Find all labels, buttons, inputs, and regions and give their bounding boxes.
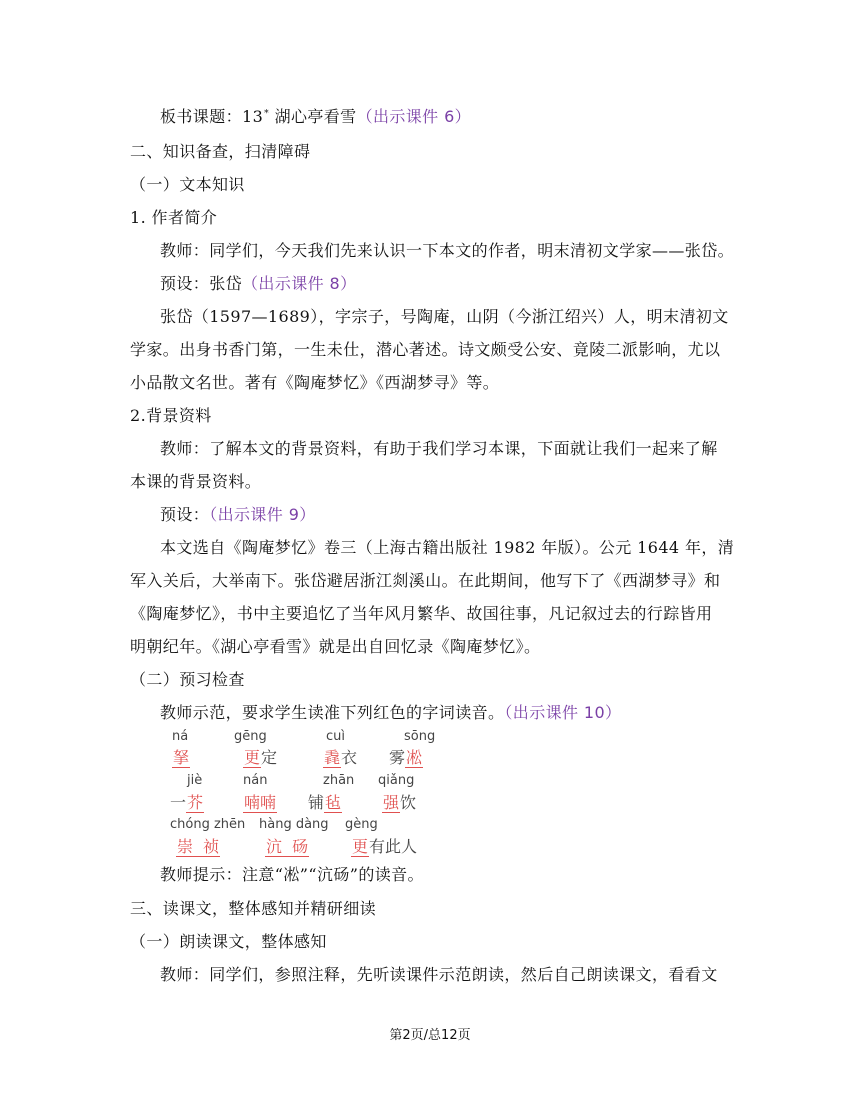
teacher-demo-text: 教师示范，要求学生读准下列红色的字词读音。	[160, 703, 505, 722]
preset-line-background	[160, 504, 316, 526]
vocab-word: 铺毡	[308, 793, 342, 812]
subsection-heading-read: （一）朗读课文，整体感知	[130, 932, 327, 951]
asterisk-mark: *	[264, 109, 270, 119]
courseware-ref-8: （出示课件 8）	[242, 274, 357, 293]
courseware-ref-9: （出示课件 9）	[209, 505, 316, 524]
subsection-heading-1: （一）文本知识	[130, 175, 245, 194]
item-heading-author: 1. 作者简介	[130, 208, 218, 227]
section-heading-3: 三、读课文，整体感知并精研细读	[130, 899, 377, 918]
pinyin: chóng zhēn	[170, 817, 246, 832]
pinyin: nán	[243, 773, 268, 788]
vocab-word: 沆 砀	[266, 837, 309, 856]
pinyin: hàng dàng	[259, 817, 329, 832]
teacher-line-reading: 教师：同学们，参照注释，先听读课件示范朗读，然后自己朗读课文，看看文	[160, 965, 718, 984]
board-title-line	[160, 106, 471, 128]
pinyin: ná	[172, 729, 189, 744]
pinyin: qiǎng	[378, 773, 415, 788]
author-bio-line-2: 学家。出身书香门第，一生未仕，潜心著述。诗文颇受公安、竟陵二派影响，尤以	[130, 340, 721, 359]
teacher-line-background-1: 教师：了解本文的背景资料，有助于我们学习本课，下面就让我们一起来了解	[160, 439, 718, 458]
preset-line-author	[160, 273, 356, 295]
pinyin: gēng	[234, 729, 267, 744]
lesson-title: 湖心亭看雪	[269, 107, 357, 126]
subsection-heading-2: （二）预习检查	[130, 670, 245, 689]
pinyin: zhān	[323, 773, 355, 788]
teacher-line-background-2: 本课的背景资料。	[130, 472, 262, 491]
vocab-word: 强饮	[383, 793, 417, 812]
board-title-text: 板书课题：13	[160, 107, 264, 126]
vocab-word: 雾凇	[389, 748, 423, 767]
vocab-word: 拏	[173, 748, 190, 767]
vocab-word: 喃喃	[244, 793, 277, 812]
courseware-ref-10: （出示课件 10）	[504, 703, 622, 722]
pinyin: cuì	[326, 729, 345, 744]
teacher-line-author: 教师：同学们，今天我们先来认识一下本文的作者，明末清初文学家——张岱。	[160, 241, 735, 260]
courseware-ref-6: （出示课件 6）	[356, 107, 472, 126]
vocab-word: 更有此人	[352, 837, 418, 856]
section-heading-2: 二、知识备查，扫清障碍	[130, 142, 311, 161]
author-bio-line-3: 小品散文名世。著有《陶庵梦忆》《西湖梦寻》等。	[130, 373, 500, 392]
teacher-demo-line	[160, 702, 621, 724]
background-para-line-3: 《陶庵梦忆》，书中主要追忆了当年风月繁华、故国往事，凡记叙过去的行踪皆用	[130, 604, 713, 623]
vocab-word: 毳衣	[324, 748, 358, 767]
pinyin: sōng	[404, 729, 436, 744]
vocab-word: 崇 祯	[177, 837, 220, 856]
background-para-line-4: 明朝纪年。《湖心亭看雪》就是出自回忆录《陶庵梦忆》。	[130, 637, 541, 656]
pinyin: jiè	[187, 773, 203, 788]
vocab-word: 更定	[244, 748, 278, 767]
teacher-tip-line: 教师提示：注意“凇”“沆砀”的读音。	[160, 865, 424, 884]
background-para-line-2: 军入关后，大举南下。张岱避居浙江剡溪山。在此期间，他写下了《西湖梦寻》和	[130, 571, 721, 590]
vocab-word: 一芥	[170, 793, 204, 812]
item-heading-background: 2.背景资料	[130, 406, 212, 425]
background-para-line-1: 本文选自《陶庵梦忆》卷三（上海古籍出版社 1982 年版）。公元 1644 年，清	[160, 538, 735, 557]
preset-label: 预设：	[160, 505, 210, 524]
pinyin: gèng	[345, 817, 378, 832]
preset-text: 预设：张岱	[160, 274, 243, 293]
author-bio-line-1: 张岱（1597—1689），字宗子，号陶庵，山阴（今浙江绍兴）人，明末清初文	[160, 307, 729, 326]
page-footer: 第2页/总12页	[389, 1028, 471, 1043]
